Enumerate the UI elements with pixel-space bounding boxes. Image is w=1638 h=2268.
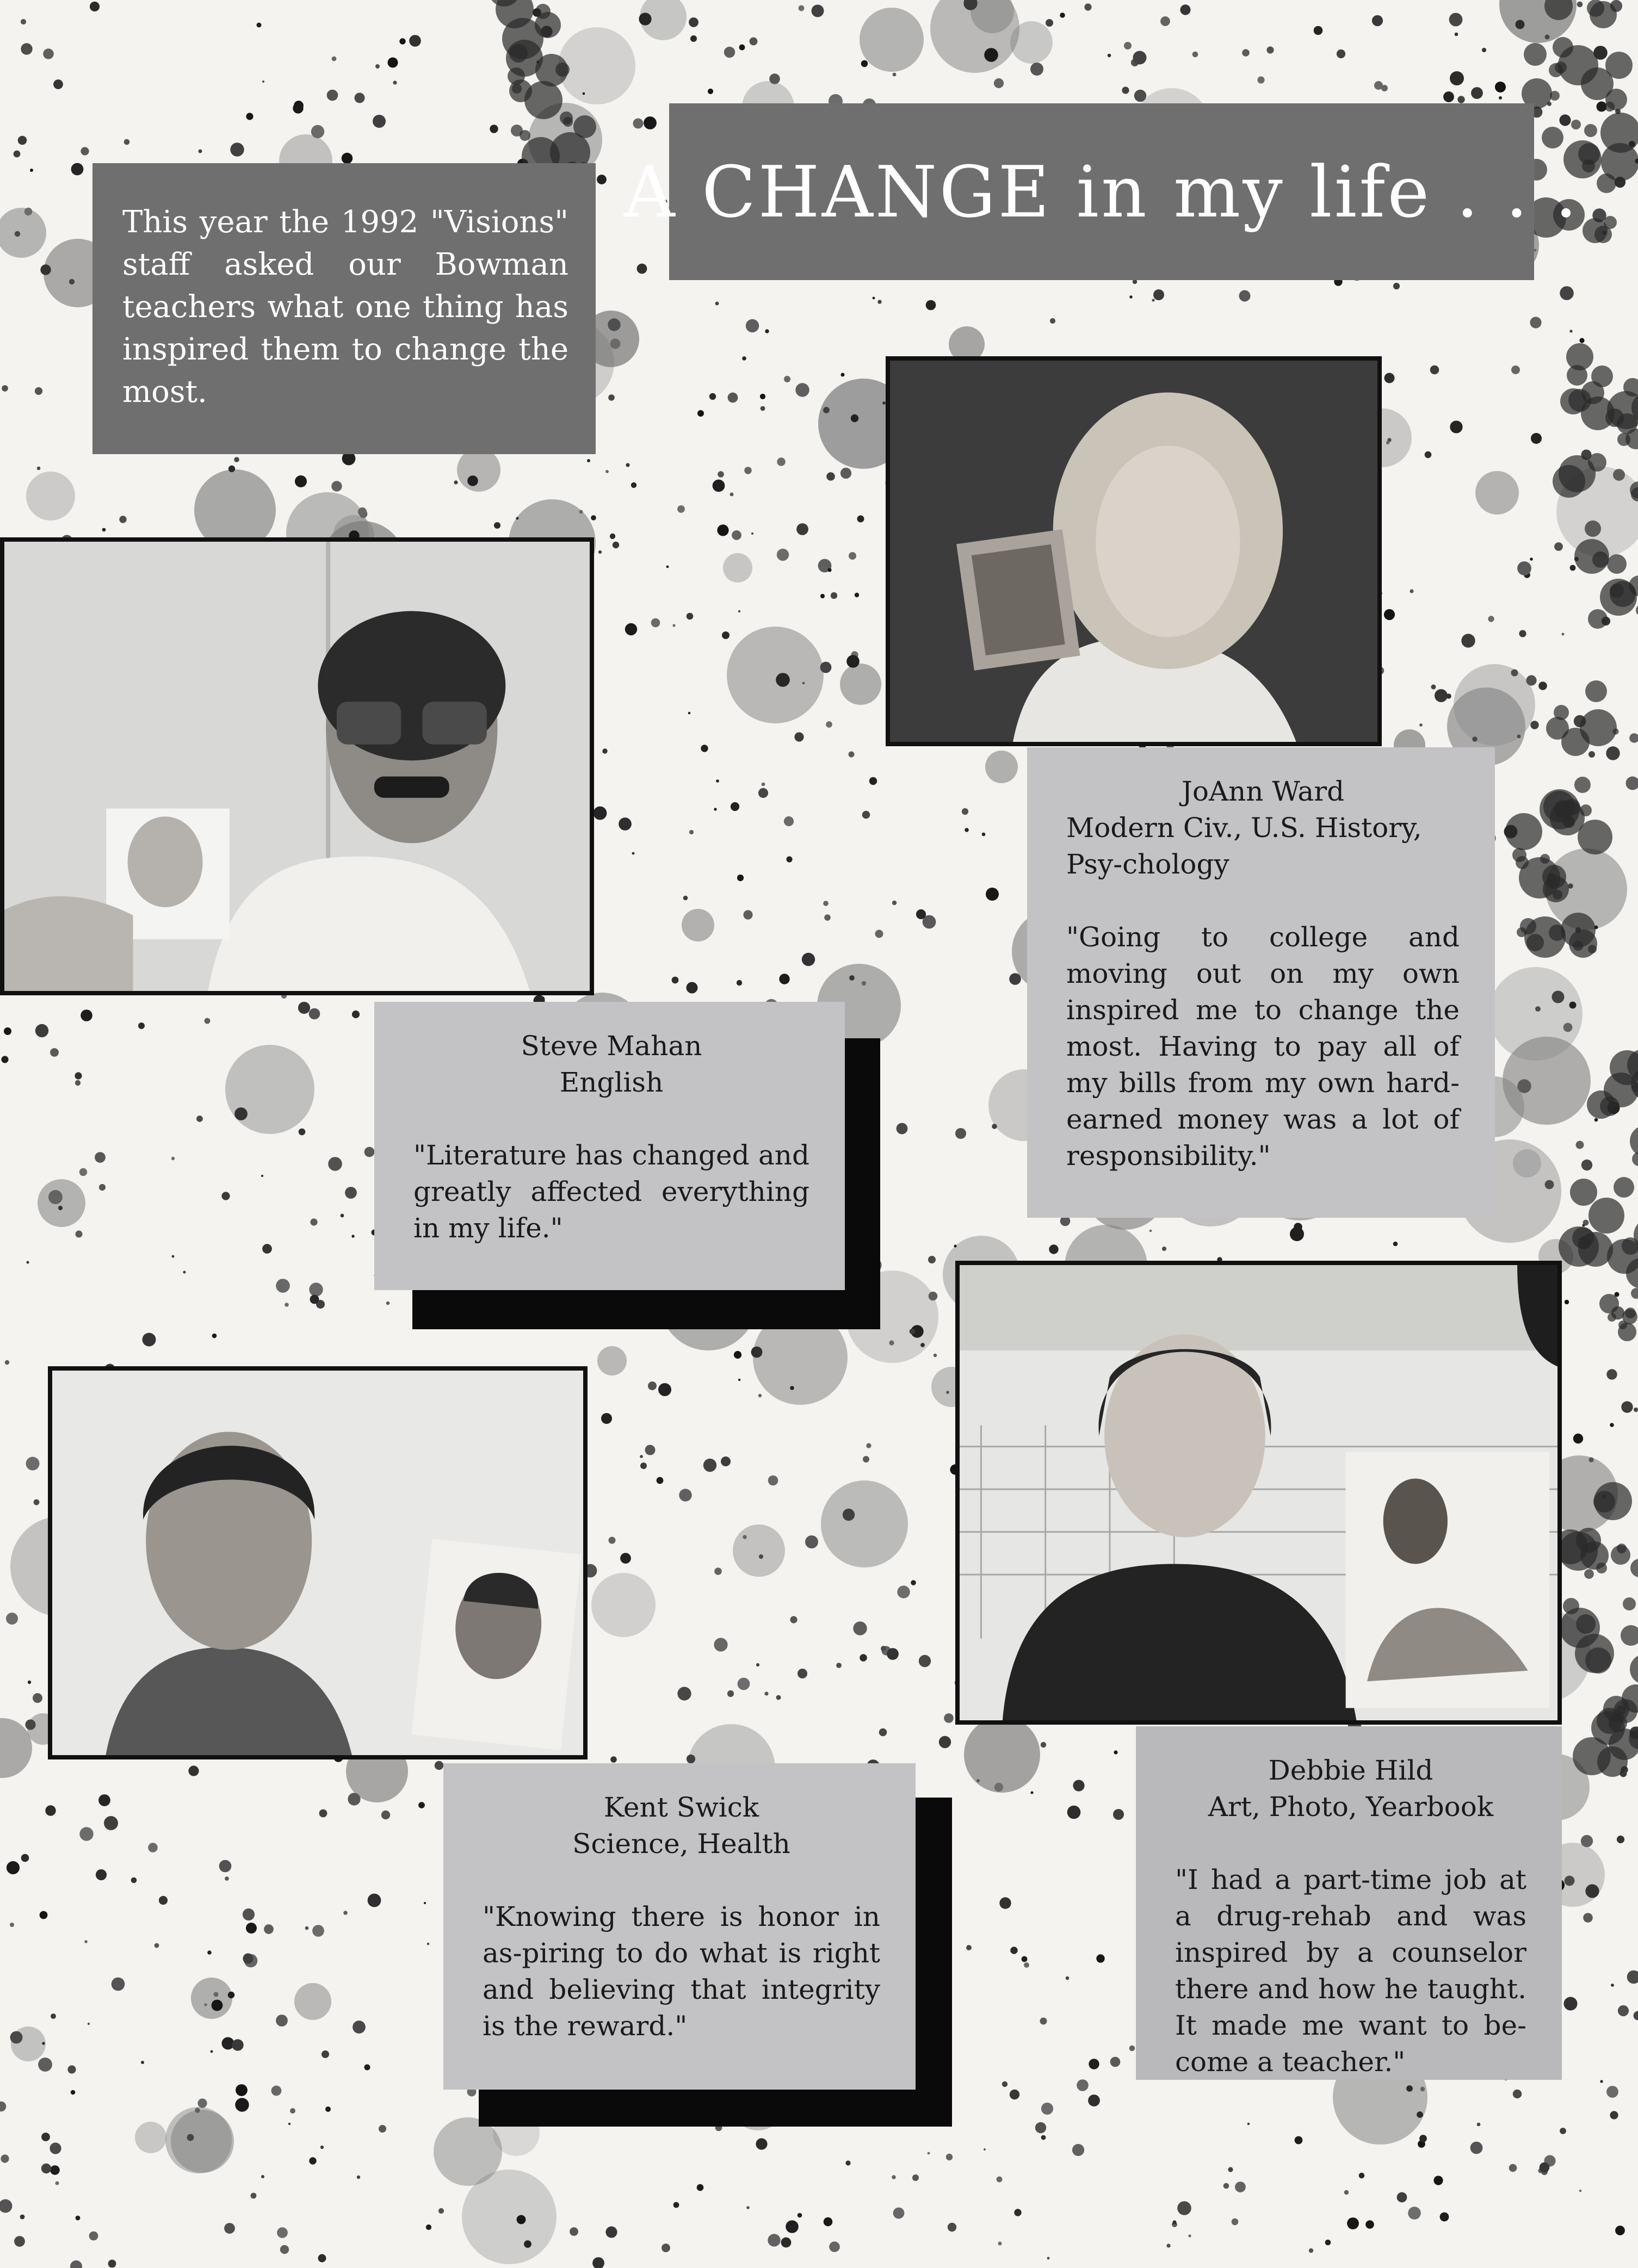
teacher-subject: Art, Photo, Yearbook (1208, 1791, 1494, 1823)
teacher-name: Debbie Hild (1268, 1755, 1433, 1786)
debbie-hild-caption (1136, 1726, 1562, 2080)
teacher-subject: English (559, 1067, 664, 1098)
page-title: A CHANGE in my life . . . (623, 150, 1580, 233)
teacher-quote: "Knowing there is honor in as-piring to do what is right and believing that integrity is the reward." (483, 1901, 880, 2042)
teacher-subject: Modern Civ., U.S. History, Psy-chology (1066, 812, 1422, 880)
debbie-hild-photo (955, 1261, 1562, 1725)
intro-text: This year the 1992 "Visions" staff asked our Bowman teachers what one thing has inspired them to change the most. (122, 205, 568, 410)
kent-swick-caption (443, 1763, 916, 2090)
page-title-banner (623, 103, 1580, 280)
teacher-quote: "Going to college and moving out on my own inspired me to change the most. Having to pay all of my bills from my own hard-earned money was a lot of responsibility." (1066, 921, 1460, 1172)
teacher-name: Kent Swick (603, 1792, 759, 1823)
teacher-quote: "Literature has changed and greatly affected everything in my life." (413, 1139, 809, 1244)
steve-mahan-caption (374, 1002, 845, 1290)
teacher-name: Steve Mahan (521, 1030, 702, 1062)
steve-mahan-photo (0, 537, 594, 995)
teacher-quote: "I had a part-time job at a drug-rehab and was inspired by a counselor there and how he taught. It made me want to be-come a teacher." (1175, 1864, 1526, 2078)
teacher-subject: Science, Health (572, 1828, 790, 1860)
joann-ward-photo (886, 356, 1382, 746)
intro-box (92, 163, 596, 454)
joann-ward-caption (1027, 747, 1495, 1218)
teacher-name: JoAnn Ward (1181, 776, 1345, 807)
kent-swick-photo (48, 1366, 588, 1759)
